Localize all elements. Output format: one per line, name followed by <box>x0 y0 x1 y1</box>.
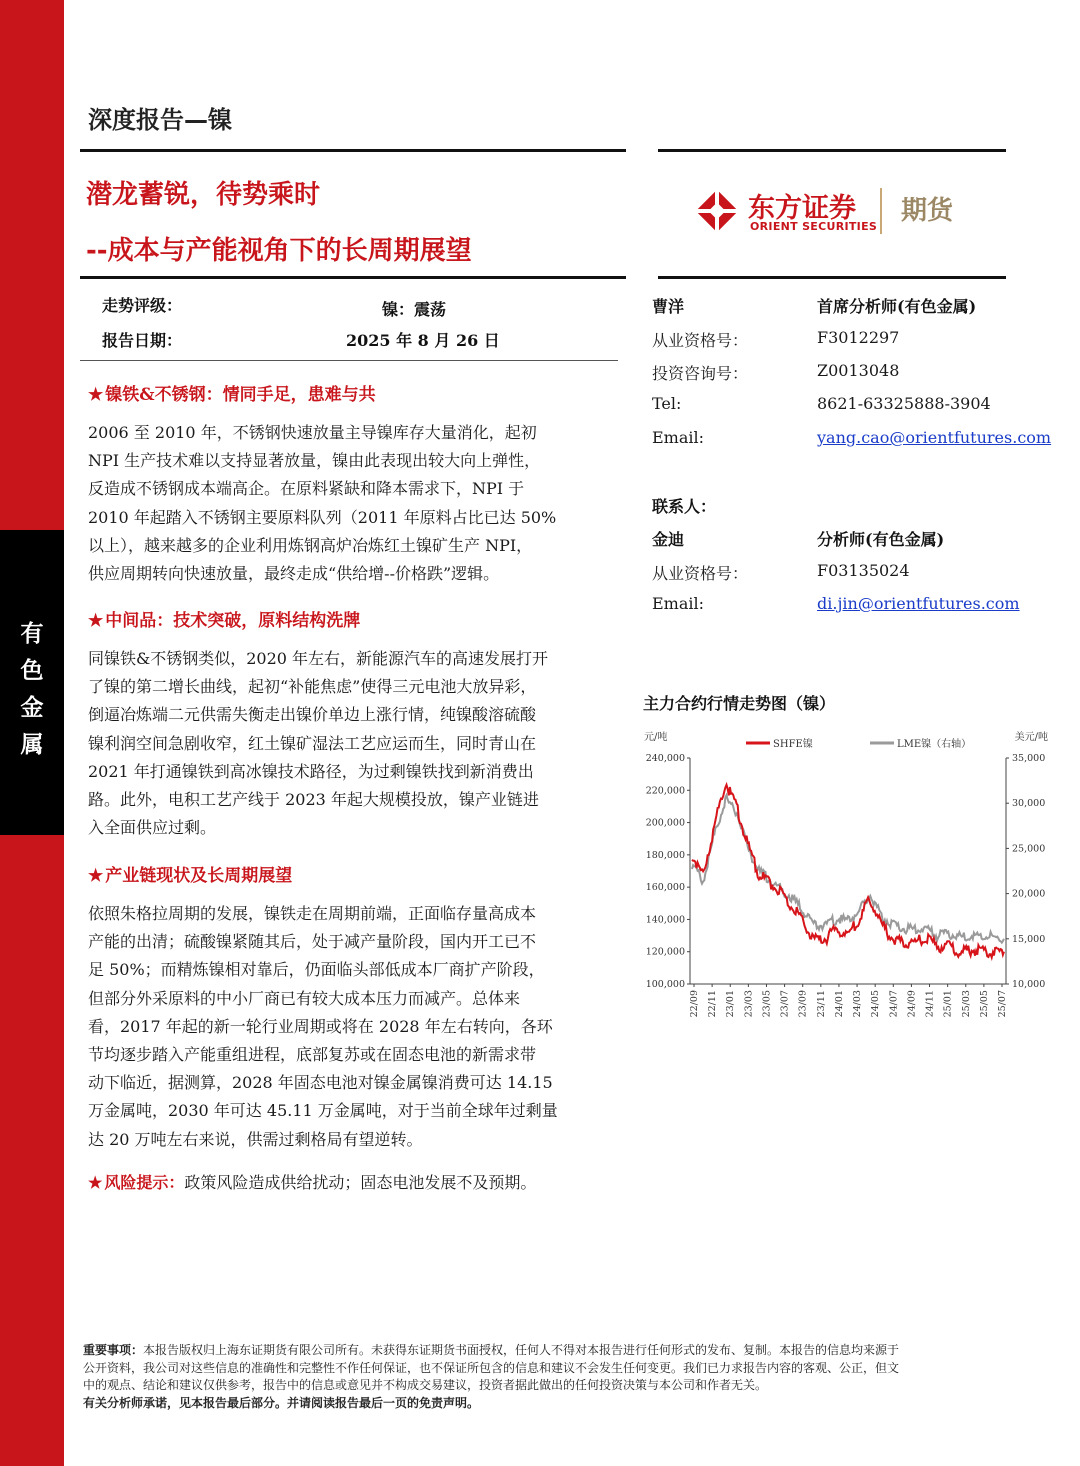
meta-divider <box>80 360 618 361</box>
section-heading-outlook: ★ 产业链现状及长周期展望 <box>88 866 293 886</box>
star-icon: ★ <box>88 385 104 405</box>
analyst-commitment: 有关分析师承诺，见本报告最后部分。并请阅读报告最后一页的免责声明。 <box>83 1395 480 1410</box>
title-rule-right <box>658 276 1006 279</box>
x-tick-label: 24/09 <box>906 990 918 1018</box>
header-rule-right <box>658 149 1006 152</box>
price-trend-chart <box>636 722 1056 1032</box>
contact-email-label: Email: <box>652 594 705 613</box>
contact-label: 联系人： <box>652 497 717 516</box>
body-line: 路。此外，电积工艺产线于 2023 年起大规模投放，镍产业链进 <box>88 790 539 810</box>
analyst-email-link[interactable]: yang.cao@orientfutures.com <box>817 428 1052 447</box>
side-label-char: 色 <box>20 658 44 684</box>
x-tick-label: 25/05 <box>978 990 990 1018</box>
star-icon: ★ <box>88 866 104 886</box>
rating-label: 走势评级： <box>102 296 183 315</box>
analyst-tel-label: Tel: <box>652 394 682 413</box>
body-line: 动下临近，据测算，2028 年固态电池对镍金属镍消费可达 14.15 <box>88 1073 553 1093</box>
legend-label-lme: LME镍（右轴） <box>897 739 972 750</box>
side-label-char: 属 <box>20 732 44 758</box>
right-tick-label: 30,000 <box>1012 798 1046 810</box>
left-tick-label: 240,000 <box>645 753 685 764</box>
body-line: NPI 生产技术难以支持显著放量，镍由此表现出较大向上弹性， <box>88 451 541 471</box>
x-tick-label: 23/01 <box>725 990 737 1018</box>
right-tick-label: 35,000 <box>1012 753 1046 764</box>
notice-label: 重要事项： <box>83 1343 144 1357</box>
contact-cert-label: 从业资格号： <box>652 564 749 583</box>
x-tick-label: 24/11 <box>924 990 936 1018</box>
left-tick-label: 140,000 <box>645 914 685 926</box>
star-icon: ★ <box>88 1173 103 1192</box>
analyst-consult-label: 投资咨询号： <box>652 364 749 383</box>
body-line: 同镍铁&不锈钢类似，2020 年左右，新能源汽车的高速发展打开 <box>88 649 549 668</box>
risk-warning <box>88 1170 536 1193</box>
left-tick-label: 180,000 <box>645 849 685 861</box>
left-tick-label: 120,000 <box>645 946 685 958</box>
section-body-2 <box>88 645 610 842</box>
x-tick-label: 23/03 <box>743 990 755 1018</box>
right-tick-label: 20,000 <box>1012 888 1046 900</box>
risk-label: ★ 风险提示： <box>88 1173 185 1192</box>
x-tick-label: 22/11 <box>707 990 719 1018</box>
contact-name: 金迪 <box>652 530 685 549</box>
body-line: 足 50%；而精炼镍相对靠后，仍面临头部低成本厂商扩产阶段， <box>88 960 545 980</box>
disclaimer-line-1: 重要事项：本报告版权归上海东证期货有限公司所有。未获得东证期货书面授权，任何人不得对本报告进行任何形式的发布、复制。本报告的信息均来源于 <box>83 1343 900 1357</box>
x-tick-label: 22/09 <box>689 990 700 1018</box>
body-line: 2021 年打通镍铁到高冰镍技术路径，为过剩镍铁找到新消费出 <box>88 761 534 781</box>
logo-name-en: ORIENT SECURITIES <box>750 220 878 233</box>
contact-title: 分析师(有色金属) <box>817 530 945 549</box>
right-tick-label: 25,000 <box>1012 843 1046 855</box>
body-line: 倒逼冶炼端二元供需失衡走出镍价单边上涨行情，纯镍酸溶硫酸 <box>88 705 537 725</box>
risk-text: 政策风险造成供给扰动；固态电池发展不及预期。 <box>184 1173 537 1192</box>
body-line: 2006 至 2010 年，不锈钢快速放量主导镍库存大量消化，起初 <box>88 423 537 442</box>
x-tick-label: 24/07 <box>888 990 900 1018</box>
x-tick-label: 25/07 <box>997 990 1008 1018</box>
body-line: 镍利润空间急剧收窄，红土镍矿湿法工艺应运而生，同时青山在 <box>88 733 537 753</box>
body-line: 达 20 万吨左右来说，供需过剩格局有望逆转。 <box>88 1129 423 1149</box>
x-tick-label: 24/05 <box>870 990 882 1018</box>
body-line: 供应周期转向快速放量，最终走成“供给增--价格跌”逻辑。 <box>88 564 500 584</box>
x-tick-label: 25/03 <box>960 990 972 1018</box>
company-logo <box>690 182 990 242</box>
rating-value: 镍：震荡 <box>382 300 447 319</box>
body-line: 看，2017 年起的新一轮行业周期或将在 2028 年左右转向，各环 <box>88 1016 553 1036</box>
side-label-char: 金 <box>20 695 44 721</box>
x-tick-label: 24/03 <box>852 990 864 1018</box>
header-rule-left <box>80 149 626 152</box>
logo-name-cn: 东方证券 <box>748 193 856 224</box>
x-tick-label: 23/07 <box>779 990 791 1018</box>
section-body-3 <box>88 900 610 1154</box>
contact-cert: F03135024 <box>817 561 910 580</box>
body-line: 入全面供应过剩。 <box>88 818 217 838</box>
section-heading-nickel-pig-iron: ★ 镍铁&不锈钢：情同手足，患难与共 <box>88 385 376 405</box>
logo-divider <box>880 188 882 234</box>
date-value: 2025 年 8 月 26 日 <box>346 331 500 350</box>
x-tick-label: 23/11 <box>815 990 827 1018</box>
left-axis-unit: 元/吨 <box>644 732 668 743</box>
left-tick-label: 160,000 <box>645 882 685 894</box>
side-category-label <box>0 616 64 764</box>
analyst-cert: F3012297 <box>817 328 900 347</box>
right-tick-label: 15,000 <box>1012 933 1046 945</box>
main-title: 潜龙蓄锐，待势乘时 <box>86 180 321 210</box>
contact-email-link[interactable]: di.jin@orientfutures.com <box>817 594 1020 613</box>
sub-title: --成本与产能视角下的长周期展望 <box>86 236 472 266</box>
report-type-title: 深度报告—镍 <box>88 106 232 134</box>
body-line: 万金属吨，2030 年可达 45.11 万金属吨，对于当前全球年过剩量 <box>88 1101 558 1121</box>
left-tick-label: 100,000 <box>645 979 685 990</box>
chart-title: 主力合约行情走势图（镍） <box>643 694 836 713</box>
body-line: 但部分外采原料的中小厂商已有较大成本压力而减产。总体来 <box>88 988 521 1008</box>
disclaimer-line-3: 中的观点、结论和建议仅供参考，报告中的信息或意见并不构成交易建议，投资者据此做出的任何投资决策与本公司和作者无关。 <box>83 1378 768 1392</box>
analyst-name: 曹洋 <box>652 297 685 316</box>
analyst-cert-label: 从业资格号： <box>652 331 749 350</box>
x-tick-label: 23/05 <box>761 990 773 1018</box>
body-line: 2010 年起踏入不锈钢主要原料队列（2011 年原料占比已达 50% <box>88 507 557 527</box>
title-rule-left <box>80 276 626 279</box>
body-line: 依照朱格拉周期的发展，镍铁走在周期前端，正面临存量高成本 <box>88 904 537 923</box>
analyst-email-label: Email: <box>652 428 705 447</box>
body-line: 反造成不锈钢成本端高企。在原料紧缺和降本需求下，NPI 于 <box>88 479 525 499</box>
left-tick-label: 220,000 <box>645 785 685 797</box>
side-label-char: 有 <box>20 621 44 647</box>
series-line-shfe <box>692 785 1004 958</box>
body-line: 了镍的第二增长曲线，起初“补能焦虑”使得三元电池大放异彩， <box>88 677 537 697</box>
section-body-1 <box>88 419 610 588</box>
section-heading-intermediate: ★ 中间品：技术突破，原料结构洗牌 <box>88 611 361 631</box>
analyst-title: 首席分析师(有色金属) <box>817 297 977 316</box>
disclaimer-line-2: 公开资料，我公司对这些信息的准确性和完整性不作任何保证，也不保证所包含的信息和建议不会发生任何变更。我们已力求报告内容的客观、公正，但文 <box>83 1360 900 1375</box>
star-icon: ★ <box>88 611 104 631</box>
disclaimer-footer <box>83 1342 1013 1412</box>
left-tick-label: 200,000 <box>645 817 685 829</box>
right-tick-label: 10,000 <box>1012 979 1046 990</box>
body-line: 以上），越来越多的企业利用炼钢高炉冶炼红土镍矿生产 NPI， <box>88 535 533 555</box>
x-tick-label: 24/01 <box>833 990 845 1018</box>
date-label: 报告日期： <box>102 331 183 350</box>
body-line: 产能的出清；硫酸镍紧随其后，处于减产量阶段，国内开工已不 <box>88 932 537 952</box>
right-axis-unit: 美元/吨 <box>1014 732 1048 743</box>
analyst-tel: 8621-63325888-3904 <box>817 394 991 413</box>
logo-division: 期货 <box>901 196 954 226</box>
orient-logo-icon <box>692 186 742 236</box>
body-line: 节均逐步踏入产能重组进程，底部复苏或在固态电池的新需求带 <box>88 1045 537 1065</box>
x-tick-label: 23/09 <box>797 990 809 1018</box>
analyst-consult: Z0013048 <box>817 361 900 380</box>
x-tick-label: 25/01 <box>942 990 954 1018</box>
legend-label-shfe: SHFE镍 <box>773 739 813 750</box>
